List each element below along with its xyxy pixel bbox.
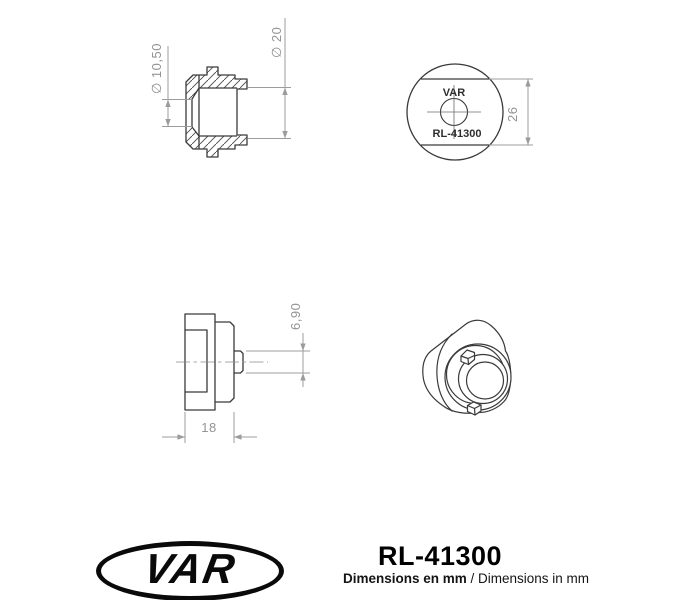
dimension-label-pilot: 6,90 (288, 302, 303, 330)
side-flange-face (185, 330, 207, 392)
units-note-sep: / (466, 571, 478, 586)
part-number: RL-41300 (377, 541, 503, 571)
dimension-label-bore: ∅ 10,50 (149, 43, 164, 94)
var-logo (96, 541, 284, 600)
side-view (176, 314, 268, 410)
dim-pilot (246, 303, 310, 387)
dimension-label-outer: ∅ 20 (269, 26, 284, 58)
iso-view (423, 320, 511, 415)
dimension-label-flats: 26 (505, 106, 520, 122)
units-note (330, 571, 602, 586)
section-view (186, 67, 247, 157)
units-note-en: Dimensions in mm (478, 571, 590, 586)
dim-outer-diameter (248, 18, 291, 139)
title-block (0, 535, 680, 600)
face-view (407, 64, 503, 160)
dim-width (162, 412, 257, 443)
iso-bore (467, 362, 504, 399)
face-brand-label: VAR (442, 87, 466, 99)
face-model-label: RL-41300 (432, 128, 482, 140)
var-logo-text: VAR (140, 545, 241, 592)
dimension-label-width: 18 (201, 420, 217, 435)
units-note-fr: Dimensions en mm (342, 571, 467, 586)
dim-flats (489, 79, 533, 145)
